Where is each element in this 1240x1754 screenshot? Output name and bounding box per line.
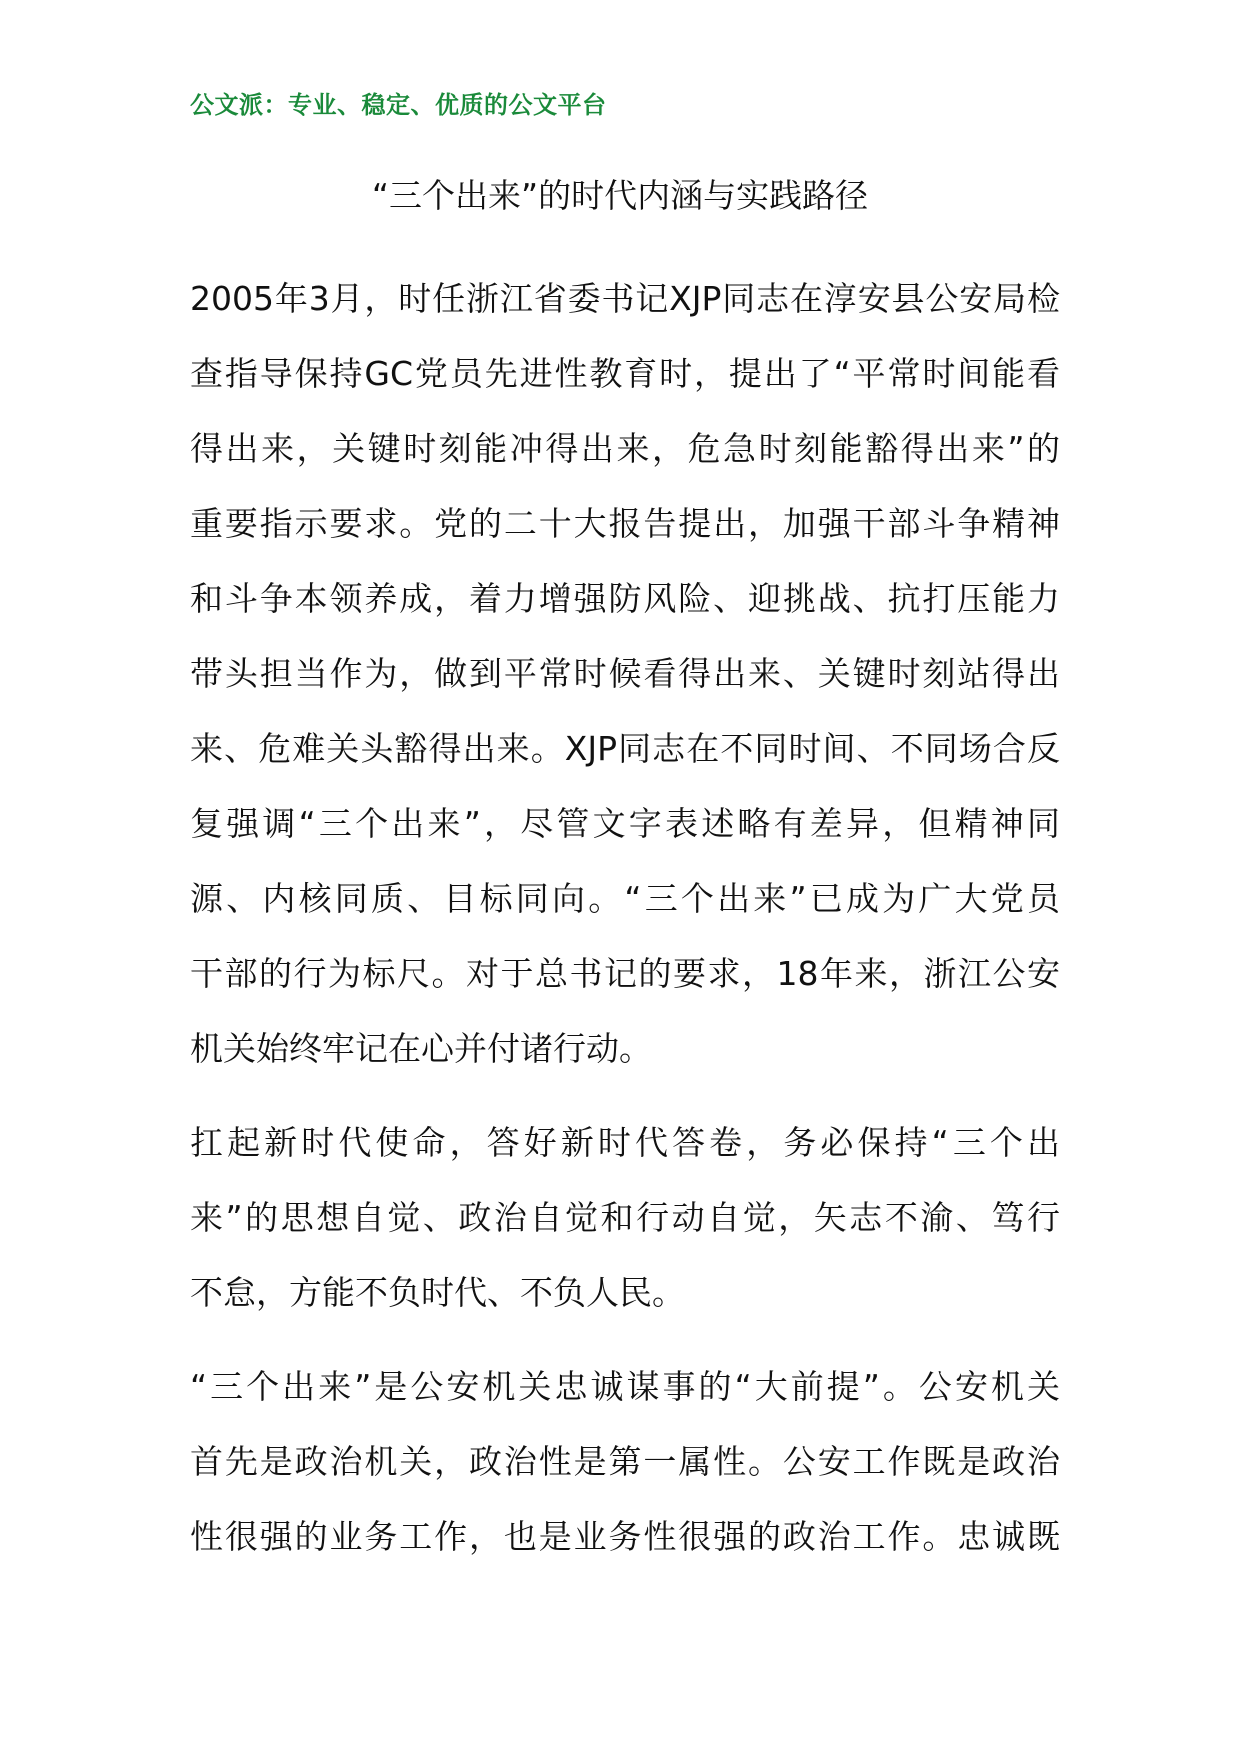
text-line: 复强调“三个出来”，尽管文字表述略有差异，但精神同 xyxy=(190,804,1060,843)
text-line: 扛起新时代使命，答好新时代答卷，务必保持“三个出 xyxy=(190,1123,1060,1162)
text-line: 机关始终牢记在心并付诸行动。 xyxy=(190,1029,652,1068)
text-line: 不怠，方能不负时代、不负人民。 xyxy=(190,1273,685,1312)
text-line: 源、内核同质、目标同向。“三个出来”已成为广大党员 xyxy=(190,879,1060,918)
document-body xyxy=(190,261,1060,1593)
paragraph-1 xyxy=(190,261,1060,1086)
text-line: 得出来，关键时刻能冲得出来，危急时刻能豁得出来”的 xyxy=(190,429,1060,468)
text-line: 首先是政治机关，政治性是第一属性。公安工作既是政治 xyxy=(190,1442,1060,1481)
paragraph-3 xyxy=(190,1349,1060,1574)
text-line: 干部的行为标尺。对于总书记的要求，18年来，浙江公安 xyxy=(190,954,1060,993)
text-line: 和斗争本领养成，着力增强防风险、迎挑战、抗打压能力 xyxy=(190,579,1060,618)
text-line: 来”的思想自觉、政治自觉和行动自觉，矢志不渝、笃行 xyxy=(190,1198,1060,1237)
text-line: 2005年3月，时任浙江省委书记XJP同志在淳安县公安局检 xyxy=(190,279,1060,318)
text-line: 查指导保持GC党员先进性教育时，提出了“平常时间能看 xyxy=(190,354,1060,393)
text-line: 带头担当作为，做到平常时候看得出来、关键时刻站得出 xyxy=(190,654,1060,693)
text-line: “三个出来”是公安机关忠诚谋事的“大前提”。公安机关 xyxy=(190,1367,1060,1406)
text-line: 来、危难关头豁得出来。XJP同志在不同时间、不同场合反 xyxy=(190,729,1060,768)
text-line: 重要指示要求。党的二十大报告提出，加强干部斗争精神 xyxy=(190,504,1060,543)
paragraph-2 xyxy=(190,1105,1060,1330)
document-title: “三个出来”的时代内涵与实践路径 xyxy=(371,176,869,215)
text-line: 性很强的业务工作，也是业务性很强的政治工作。忠诚既 xyxy=(190,1517,1060,1556)
header-note: 公文派：专业、稳定、优质的公文平台 xyxy=(190,91,607,119)
